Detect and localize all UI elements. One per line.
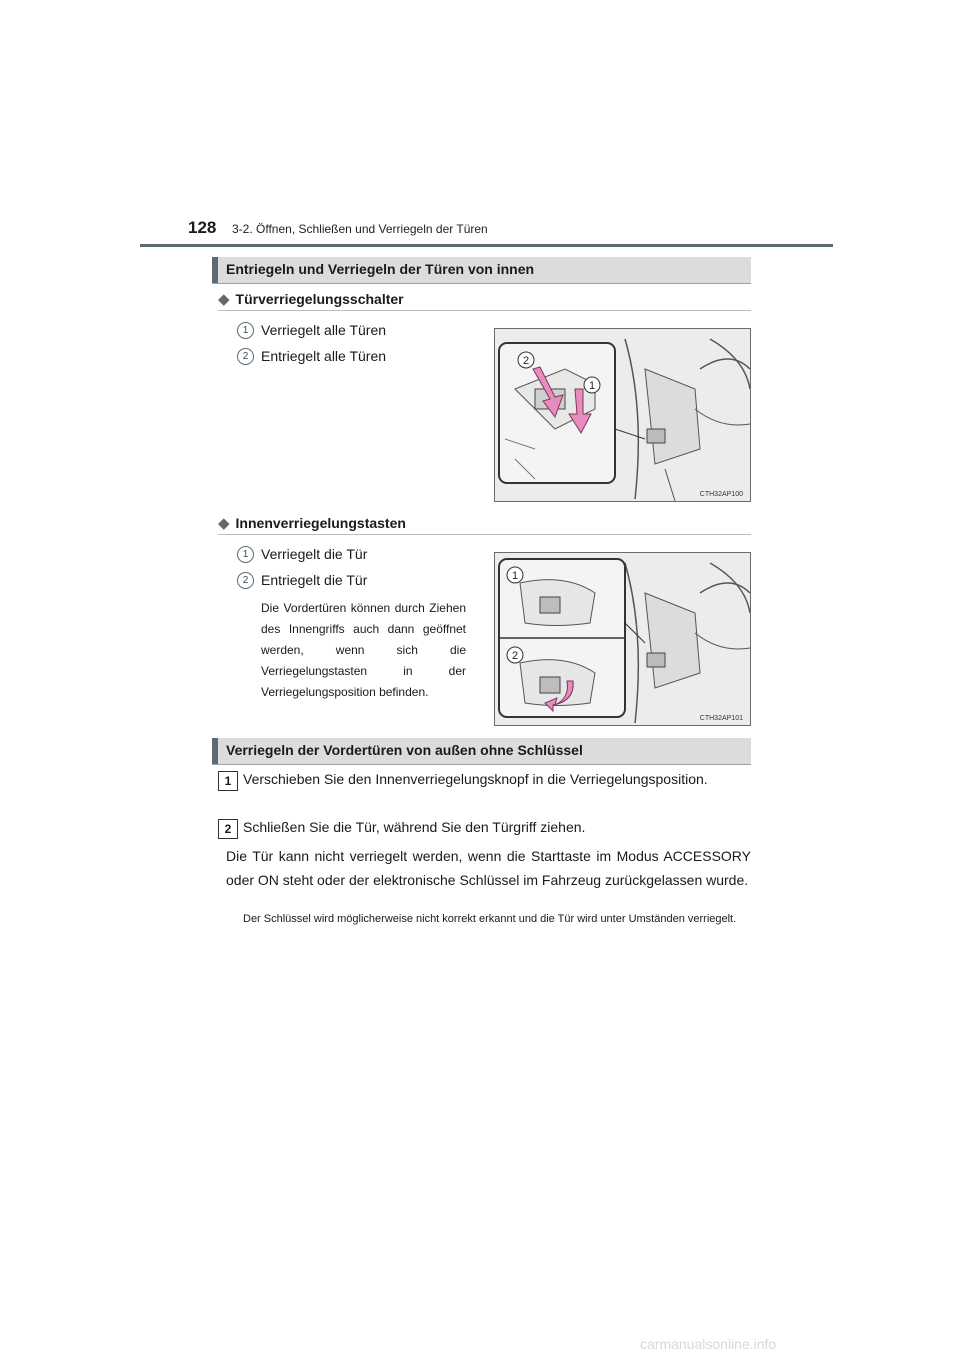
paragraph: Die Tür kann nicht verriegelt werden, wenn die Starttaste im Modus ACCESSORY oder ON steht oder der elektronische Schlüssel im Fahrzeug zurückgelassen wurde.: [226, 848, 751, 888]
callout-number: 1: [237, 322, 254, 339]
figure-callout: 1: [511, 570, 519, 582]
section-heading-inside: [212, 257, 751, 284]
figure-inside-lock-buttons: [494, 552, 751, 726]
item-text: Verriegelt die Tür: [261, 546, 368, 562]
subheading-text: Türverriegelungsschalter: [235, 291, 404, 307]
figure-callout: 2: [511, 650, 519, 662]
header-divider: [140, 244, 833, 247]
figure-code: CTH32AP100: [699, 491, 743, 498]
illustration-switch: [495, 329, 750, 501]
subheading-rule: [218, 310, 751, 311]
figure-callout: 1: [588, 380, 596, 392]
callout-number: 2: [237, 348, 254, 365]
callout-number: 1: [237, 546, 254, 563]
subheading-inside-lock-buttons: [218, 514, 406, 532]
step-text: Schließen Sie die Tür, während Sie den Türgriff ziehen.: [243, 819, 586, 835]
figure-callout: 2: [522, 355, 530, 367]
figure-door-lock-switch: [494, 328, 751, 502]
item-text: Entriegelt alle Türen: [261, 348, 387, 364]
diamond-icon: ◆: [218, 291, 230, 308]
diamond-icon: ◆: [218, 515, 230, 532]
callout-number: 2: [237, 572, 254, 589]
figure-code: CTH32AP101: [699, 715, 743, 722]
step-number: 1: [218, 771, 238, 791]
chapter-title: 3-2. Öffnen, Schließen und Verriegeln der Türen: [232, 222, 488, 236]
section-marker: [212, 738, 218, 764]
note-text: Die Vordertüren können durch Ziehen des Innengriffs auch dann geöffnet werden, wenn sich die Verriegelungstasten in der Verriegelungsposition befinden.: [261, 601, 466, 699]
step-text: Verschieben Sie den Innenverriegelungsknopf in die Verriegelungsposition.: [243, 771, 708, 787]
section-title: Verriegeln der Vordertüren von außen ohne Schlüssel: [226, 742, 583, 758]
section-heading-outside: [212, 738, 751, 765]
illustration-lock-buttons: [495, 553, 750, 725]
section-marker: [212, 257, 218, 283]
item-text: Entriegelt die Tür: [261, 572, 368, 588]
watermark: carmanualsonline.info: [640, 1336, 777, 1352]
subheading-text: Innenverriegelungstasten: [235, 515, 406, 531]
section-title: Entriegeln und Verriegeln der Türen von innen: [226, 261, 535, 277]
page-number: 128: [188, 218, 217, 237]
step-number: 2: [218, 819, 238, 839]
note-text: Der Schlüssel wird möglicherweise nicht korrekt erkannt und die Tür wird unter Umständen verriegelt.: [243, 913, 737, 925]
subheading-rule: [218, 534, 751, 535]
subheading-door-lock-switch: [218, 290, 404, 308]
item-text: Verriegelt alle Türen: [261, 322, 387, 338]
